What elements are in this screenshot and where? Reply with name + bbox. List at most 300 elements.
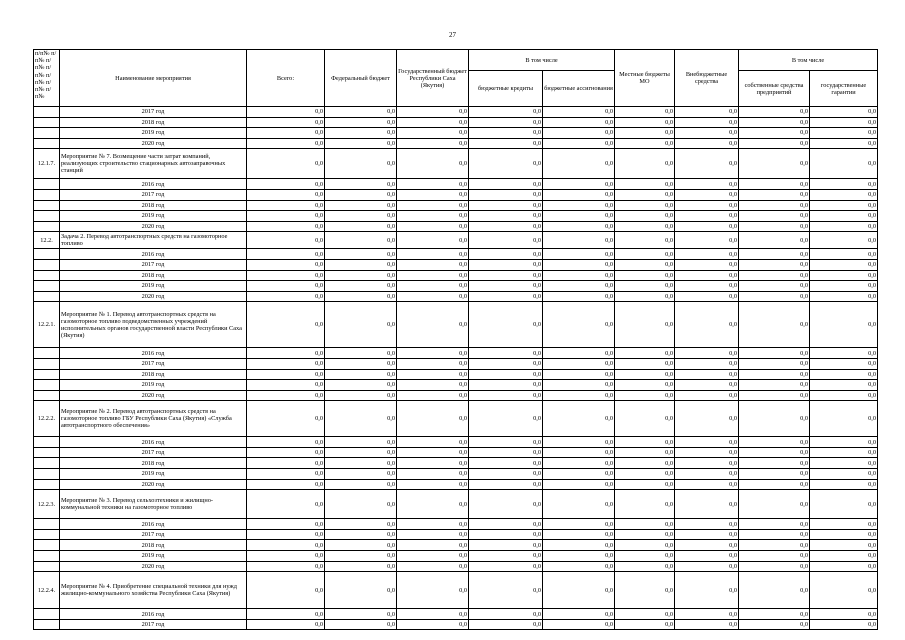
- value-cell: 0,0: [615, 447, 675, 458]
- value-cell: 0,0: [543, 358, 615, 369]
- value-cell: 0,0: [247, 189, 325, 200]
- table-header: [34, 50, 878, 107]
- row-number: [34, 437, 60, 448]
- row-number: 12.2.2.: [34, 401, 60, 437]
- value-cell: 0,0: [739, 490, 810, 519]
- value-cell: 0,0: [469, 128, 543, 139]
- value-cell: 0,0: [469, 138, 543, 149]
- value-cell: 0,0: [675, 128, 739, 139]
- value-cell: 0,0: [247, 302, 325, 348]
- value-cell: 0,0: [543, 572, 615, 609]
- table-row-year: [34, 249, 878, 260]
- table-row-item: [34, 572, 878, 609]
- value-cell: 0,0: [247, 540, 325, 551]
- value-cell: 0,0: [739, 117, 810, 128]
- value-cell: 0,0: [810, 358, 878, 369]
- value-cell: 0,0: [247, 519, 325, 530]
- row-year: 2016 год: [60, 348, 247, 359]
- value-cell: 0,0: [739, 529, 810, 540]
- value-cell: 0,0: [810, 302, 878, 348]
- header-assign: бюджетные ассигнования: [543, 71, 615, 107]
- value-cell: 0,0: [325, 540, 397, 551]
- row-title: Мероприятие № 1. Перевод автотранспортных средств на газомоторное топливо подведомственных учреждений исполнительных органов государственной власти Республики Саха (Якутия): [60, 302, 247, 348]
- value-cell: 0,0: [543, 107, 615, 118]
- table-row-year: [34, 479, 878, 490]
- row-number: [34, 358, 60, 369]
- value-cell: 0,0: [810, 221, 878, 232]
- table-row-year: [34, 291, 878, 302]
- row-year: 2019 год: [60, 281, 247, 292]
- value-cell: 0,0: [397, 281, 469, 292]
- value-cell: 0,0: [543, 211, 615, 222]
- value-cell: 0,0: [675, 401, 739, 437]
- value-cell: 0,0: [739, 107, 810, 118]
- value-cell: 0,0: [675, 249, 739, 260]
- value-cell: 0,0: [675, 479, 739, 490]
- value-cell: 0,0: [739, 348, 810, 359]
- value-cell: 0,0: [469, 189, 543, 200]
- value-cell: 0,0: [469, 200, 543, 211]
- header-state: Государственный бюджет Республики Саха (Якутия): [397, 50, 469, 107]
- value-cell: 0,0: [543, 479, 615, 490]
- value-cell: 0,0: [325, 529, 397, 540]
- value-cell: 0,0: [247, 117, 325, 128]
- table-row-year: [34, 281, 878, 292]
- value-cell: 0,0: [675, 358, 739, 369]
- value-cell: 0,0: [397, 291, 469, 302]
- value-cell: 0,0: [543, 179, 615, 190]
- value-cell: 0,0: [247, 369, 325, 380]
- table-row-year: [34, 221, 878, 232]
- value-cell: 0,0: [675, 179, 739, 190]
- value-cell: 0,0: [247, 138, 325, 149]
- value-cell: 0,0: [615, 529, 675, 540]
- value-cell: 0,0: [615, 249, 675, 260]
- value-cell: 0,0: [739, 540, 810, 551]
- row-year: 2016 год: [60, 437, 247, 448]
- value-cell: 0,0: [469, 619, 543, 630]
- value-cell: 0,0: [810, 619, 878, 630]
- value-cell: 0,0: [810, 348, 878, 359]
- value-cell: 0,0: [543, 469, 615, 480]
- row-year: 2019 год: [60, 211, 247, 222]
- value-cell: 0,0: [739, 128, 810, 139]
- value-cell: 0,0: [615, 551, 675, 562]
- row-number: [34, 380, 60, 391]
- value-cell: 0,0: [543, 390, 615, 401]
- row-year: 2020 год: [60, 479, 247, 490]
- value-cell: 0,0: [469, 369, 543, 380]
- row-title: Мероприятие № 4. Приобретение специальной техники для нужд жилищно-коммунального хозяйства Республики Саха (Якутия): [60, 572, 247, 609]
- row-year: 2016 год: [60, 609, 247, 620]
- value-cell: 0,0: [543, 291, 615, 302]
- value-cell: 0,0: [397, 358, 469, 369]
- row-year: 2017 год: [60, 107, 247, 118]
- value-cell: 0,0: [615, 609, 675, 620]
- value-cell: 0,0: [325, 469, 397, 480]
- value-cell: 0,0: [543, 437, 615, 448]
- value-cell: 0,0: [325, 232, 397, 249]
- value-cell: 0,0: [810, 270, 878, 281]
- value-cell: 0,0: [615, 291, 675, 302]
- value-cell: 0,0: [325, 380, 397, 391]
- value-cell: 0,0: [675, 619, 739, 630]
- value-cell: 0,0: [675, 138, 739, 149]
- value-cell: 0,0: [469, 232, 543, 249]
- value-cell: 0,0: [615, 572, 675, 609]
- value-cell: 0,0: [739, 249, 810, 260]
- value-cell: 0,0: [469, 302, 543, 348]
- value-cell: 0,0: [325, 479, 397, 490]
- header-number: п/п№ п/п№ п/п№ п/п№ п/п№ п/п№ п/п№: [34, 50, 60, 107]
- row-year: 2017 год: [60, 447, 247, 458]
- value-cell: 0,0: [397, 447, 469, 458]
- value-cell: 0,0: [615, 200, 675, 211]
- value-cell: 0,0: [325, 572, 397, 609]
- value-cell: 0,0: [810, 249, 878, 260]
- table-row-year: [34, 390, 878, 401]
- value-cell: 0,0: [739, 572, 810, 609]
- value-cell: 0,0: [247, 551, 325, 562]
- value-cell: 0,0: [325, 149, 397, 179]
- value-cell: 0,0: [810, 540, 878, 551]
- value-cell: 0,0: [247, 232, 325, 249]
- value-cell: 0,0: [397, 390, 469, 401]
- value-cell: 0,0: [469, 117, 543, 128]
- table-row-year: [34, 529, 878, 540]
- value-cell: 0,0: [739, 561, 810, 572]
- table-row-year: [34, 369, 878, 380]
- row-year: 2018 год: [60, 540, 247, 551]
- value-cell: 0,0: [397, 302, 469, 348]
- row-number: [34, 281, 60, 292]
- table-row-year: [34, 619, 878, 630]
- value-cell: 0,0: [325, 390, 397, 401]
- row-number: [34, 211, 60, 222]
- value-cell: 0,0: [543, 609, 615, 620]
- table-row-item: [34, 232, 878, 249]
- row-number: 12.2.3.: [34, 490, 60, 519]
- budget-table: [33, 49, 878, 630]
- value-cell: 0,0: [675, 380, 739, 391]
- value-cell: 0,0: [615, 369, 675, 380]
- value-cell: 0,0: [675, 281, 739, 292]
- header-extra: Внебюджетные средства: [675, 50, 739, 107]
- value-cell: 0,0: [739, 458, 810, 469]
- value-cell: 0,0: [543, 540, 615, 551]
- value-cell: 0,0: [397, 117, 469, 128]
- row-number: [34, 189, 60, 200]
- value-cell: 0,0: [469, 572, 543, 609]
- header-name: Наименование мероприятия: [60, 50, 247, 107]
- value-cell: 0,0: [247, 437, 325, 448]
- row-year: 2017 год: [60, 619, 247, 630]
- value-cell: 0,0: [675, 291, 739, 302]
- value-cell: 0,0: [675, 200, 739, 211]
- table-row-year: [34, 551, 878, 562]
- value-cell: 0,0: [325, 128, 397, 139]
- value-cell: 0,0: [810, 529, 878, 540]
- row-year: 2020 год: [60, 291, 247, 302]
- value-cell: 0,0: [739, 179, 810, 190]
- value-cell: 0,0: [469, 437, 543, 448]
- value-cell: 0,0: [810, 149, 878, 179]
- value-cell: 0,0: [543, 348, 615, 359]
- value-cell: 0,0: [615, 490, 675, 519]
- value-cell: 0,0: [325, 369, 397, 380]
- table-row-year: [34, 561, 878, 572]
- value-cell: 0,0: [325, 270, 397, 281]
- row-number: 12.2.1.: [34, 302, 60, 348]
- value-cell: 0,0: [675, 149, 739, 179]
- value-cell: 0,0: [469, 281, 543, 292]
- value-cell: 0,0: [615, 479, 675, 490]
- header-local: Местные бюджеты МО: [615, 50, 675, 107]
- value-cell: 0,0: [397, 469, 469, 480]
- value-cell: 0,0: [469, 259, 543, 270]
- row-number: [34, 270, 60, 281]
- value-cell: 0,0: [469, 358, 543, 369]
- value-cell: 0,0: [543, 302, 615, 348]
- page-number: 27: [449, 31, 456, 39]
- value-cell: 0,0: [675, 270, 739, 281]
- value-cell: 0,0: [675, 561, 739, 572]
- value-cell: 0,0: [325, 447, 397, 458]
- row-year: 2018 год: [60, 117, 247, 128]
- value-cell: 0,0: [247, 211, 325, 222]
- value-cell: 0,0: [543, 128, 615, 139]
- value-cell: 0,0: [615, 259, 675, 270]
- value-cell: 0,0: [397, 189, 469, 200]
- value-cell: 0,0: [397, 200, 469, 211]
- value-cell: 0,0: [543, 249, 615, 260]
- value-cell: 0,0: [469, 447, 543, 458]
- value-cell: 0,0: [247, 291, 325, 302]
- value-cell: 0,0: [739, 149, 810, 179]
- value-cell: 0,0: [325, 138, 397, 149]
- table-row-year: [34, 189, 878, 200]
- value-cell: 0,0: [739, 270, 810, 281]
- value-cell: 0,0: [325, 259, 397, 270]
- value-cell: 0,0: [325, 107, 397, 118]
- value-cell: 0,0: [247, 380, 325, 391]
- value-cell: 0,0: [247, 561, 325, 572]
- row-number: [34, 221, 60, 232]
- value-cell: 0,0: [810, 561, 878, 572]
- value-cell: 0,0: [397, 540, 469, 551]
- value-cell: 0,0: [739, 138, 810, 149]
- value-cell: 0,0: [543, 529, 615, 540]
- value-cell: 0,0: [543, 447, 615, 458]
- value-cell: 0,0: [397, 479, 469, 490]
- value-cell: 0,0: [247, 469, 325, 480]
- value-cell: 0,0: [325, 200, 397, 211]
- table-row-year: [34, 211, 878, 222]
- value-cell: 0,0: [469, 348, 543, 359]
- row-year: 2020 год: [60, 221, 247, 232]
- value-cell: 0,0: [810, 128, 878, 139]
- row-year: 2019 год: [60, 551, 247, 562]
- table-row-item: [34, 302, 878, 348]
- value-cell: 0,0: [810, 551, 878, 562]
- value-cell: 0,0: [469, 609, 543, 620]
- value-cell: 0,0: [615, 380, 675, 391]
- value-cell: 0,0: [739, 369, 810, 380]
- value-cell: 0,0: [469, 519, 543, 530]
- value-cell: 0,0: [397, 619, 469, 630]
- table-row-year: [34, 609, 878, 620]
- value-cell: 0,0: [810, 572, 878, 609]
- value-cell: 0,0: [615, 149, 675, 179]
- table-row-year: [34, 358, 878, 369]
- value-cell: 0,0: [325, 281, 397, 292]
- value-cell: 0,0: [397, 369, 469, 380]
- row-number: [34, 369, 60, 380]
- row-number: [34, 200, 60, 211]
- value-cell: 0,0: [615, 211, 675, 222]
- value-cell: 0,0: [615, 221, 675, 232]
- value-cell: 0,0: [397, 458, 469, 469]
- value-cell: 0,0: [469, 540, 543, 551]
- value-cell: 0,0: [810, 609, 878, 620]
- table-row-year: [34, 540, 878, 551]
- value-cell: 0,0: [739, 619, 810, 630]
- value-cell: 0,0: [543, 401, 615, 437]
- value-cell: 0,0: [739, 380, 810, 391]
- table-row-year: [34, 179, 878, 190]
- value-cell: 0,0: [739, 189, 810, 200]
- value-cell: 0,0: [397, 490, 469, 519]
- value-cell: 0,0: [739, 390, 810, 401]
- value-cell: 0,0: [469, 490, 543, 519]
- row-year: 2020 год: [60, 561, 247, 572]
- value-cell: 0,0: [247, 107, 325, 118]
- value-cell: 0,0: [543, 519, 615, 530]
- value-cell: 0,0: [739, 221, 810, 232]
- value-cell: 0,0: [615, 469, 675, 480]
- row-year: 2020 год: [60, 390, 247, 401]
- value-cell: 0,0: [543, 458, 615, 469]
- table-row-year: [34, 380, 878, 391]
- row-number: [34, 138, 60, 149]
- value-cell: 0,0: [810, 107, 878, 118]
- row-year: 2018 год: [60, 200, 247, 211]
- row-year: 2016 год: [60, 179, 247, 190]
- value-cell: 0,0: [810, 369, 878, 380]
- value-cell: 0,0: [739, 281, 810, 292]
- value-cell: 0,0: [543, 117, 615, 128]
- value-cell: 0,0: [810, 179, 878, 190]
- row-year: 2018 год: [60, 369, 247, 380]
- row-number: [34, 609, 60, 620]
- value-cell: 0,0: [397, 211, 469, 222]
- value-cell: 0,0: [675, 348, 739, 359]
- value-cell: 0,0: [469, 529, 543, 540]
- value-cell: 0,0: [543, 551, 615, 562]
- table-row-item: [34, 149, 878, 179]
- row-number: 12.1.7.: [34, 149, 60, 179]
- value-cell: 0,0: [615, 117, 675, 128]
- value-cell: 0,0: [247, 490, 325, 519]
- value-cell: 0,0: [397, 149, 469, 179]
- value-cell: 0,0: [615, 458, 675, 469]
- value-cell: 0,0: [397, 572, 469, 609]
- value-cell: 0,0: [810, 259, 878, 270]
- table-row-year: [34, 519, 878, 530]
- value-cell: 0,0: [675, 221, 739, 232]
- row-year: 2017 год: [60, 259, 247, 270]
- value-cell: 0,0: [325, 609, 397, 620]
- row-number: [34, 479, 60, 490]
- row-number: [34, 529, 60, 540]
- value-cell: 0,0: [675, 390, 739, 401]
- value-cell: 0,0: [325, 437, 397, 448]
- value-cell: 0,0: [615, 179, 675, 190]
- value-cell: 0,0: [739, 551, 810, 562]
- table-row-year: [34, 348, 878, 359]
- value-cell: 0,0: [810, 437, 878, 448]
- value-cell: 0,0: [675, 609, 739, 620]
- value-cell: 0,0: [675, 189, 739, 200]
- value-cell: 0,0: [247, 358, 325, 369]
- value-cell: 0,0: [615, 437, 675, 448]
- table-row-year: [34, 437, 878, 448]
- value-cell: 0,0: [615, 128, 675, 139]
- value-cell: 0,0: [675, 211, 739, 222]
- value-cell: 0,0: [810, 117, 878, 128]
- value-cell: 0,0: [675, 458, 739, 469]
- value-cell: 0,0: [615, 540, 675, 551]
- value-cell: 0,0: [739, 447, 810, 458]
- value-cell: 0,0: [397, 551, 469, 562]
- table-body: [34, 107, 878, 630]
- value-cell: 0,0: [543, 221, 615, 232]
- value-cell: 0,0: [739, 211, 810, 222]
- row-year: 2016 год: [60, 249, 247, 260]
- value-cell: 0,0: [739, 401, 810, 437]
- value-cell: 0,0: [247, 619, 325, 630]
- value-cell: 0,0: [615, 561, 675, 572]
- value-cell: 0,0: [543, 200, 615, 211]
- row-number: [34, 458, 60, 469]
- value-cell: 0,0: [615, 281, 675, 292]
- value-cell: 0,0: [675, 232, 739, 249]
- value-cell: 0,0: [675, 117, 739, 128]
- row-year: 2017 год: [60, 189, 247, 200]
- value-cell: 0,0: [325, 211, 397, 222]
- value-cell: 0,0: [675, 437, 739, 448]
- value-cell: 0,0: [615, 401, 675, 437]
- value-cell: 0,0: [615, 138, 675, 149]
- value-cell: 0,0: [247, 401, 325, 437]
- value-cell: 0,0: [543, 138, 615, 149]
- row-title: Мероприятие № 2. Перевод автотранспортных средств на газомоторное топливо ГБУ Республики Саха (Якутия) «Служба автотранспортного обеспечения»: [60, 401, 247, 437]
- value-cell: 0,0: [810, 189, 878, 200]
- value-cell: 0,0: [543, 189, 615, 200]
- value-cell: 0,0: [325, 358, 397, 369]
- value-cell: 0,0: [325, 348, 397, 359]
- value-cell: 0,0: [675, 529, 739, 540]
- value-cell: 0,0: [615, 348, 675, 359]
- row-year: 2017 год: [60, 358, 247, 369]
- table-row-year: [34, 270, 878, 281]
- value-cell: 0,0: [397, 221, 469, 232]
- value-cell: 0,0: [325, 221, 397, 232]
- row-year: 2017 год: [60, 529, 247, 540]
- value-cell: 0,0: [247, 529, 325, 540]
- value-cell: 0,0: [397, 259, 469, 270]
- value-cell: 0,0: [247, 270, 325, 281]
